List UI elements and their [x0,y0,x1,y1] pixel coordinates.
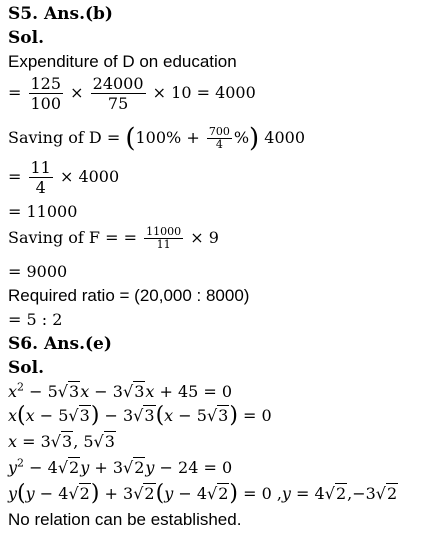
s5-line-6: = 9000 [8,262,68,281]
s5-line-4: = 11000 [8,202,78,221]
s6-heading: S6. Ans.(e) [8,334,112,354]
s6-sol-label: Sol. [8,358,44,378]
s6-eq-1: $x^2 - 5√3x - 3√3x + 45 = 0$ [8,380,233,401]
s5-line-1: = $\frac{125}{100}$ × $\frac{24000}{75}$ × 10 = 4000 [8,74,256,113]
s5-line-8: = 5 : 2 [8,310,63,329]
s5-heading: S5. Ans.(b) [8,4,113,24]
s5-line-2: Saving of D = (100% + $\frac{700}{4}$ %) 4000 [8,123,305,154]
s6-eq-5: y(y − 4√2) + 3√2(y − 4√2) = 0 ,y = 4√2,−3√2 [8,481,398,506]
s5-line-5: Saving of F = = $\frac{11000}{11}$ × 9 [8,225,219,251]
s6-conclusion: No relation can be established. [8,510,242,529]
s5-line-3: = $\frac{11}{4}$ × 4000 [8,158,120,197]
s6-eq-2: x(x − 5√3) − 3√3(x − 5√3) = 0 [8,403,272,428]
s5-intro: Expenditure of D on education [8,52,237,71]
s6-eq-4: $y^2 - 4√2y + 3√2y - 24 = 0$ [8,456,233,477]
s5-sol-label: Sol. [8,28,44,48]
s5-line-7: Required ratio = (20,000 : 8000) [8,286,250,305]
s6-eq-3: x = 3√3, 5√3 [8,432,115,451]
